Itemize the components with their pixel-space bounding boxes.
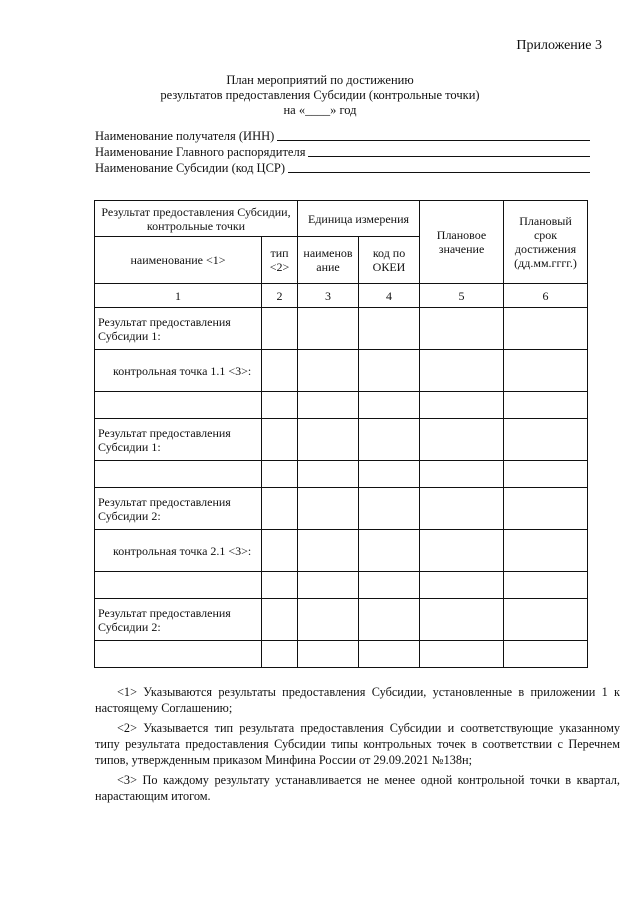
table-row <box>95 488 588 530</box>
table-cell[interactable] <box>298 392 359 419</box>
table-row <box>95 350 588 392</box>
table-cell[interactable] <box>359 461 420 488</box>
table-cell[interactable] <box>504 392 588 419</box>
table-row <box>95 530 588 572</box>
table-cell[interactable] <box>359 392 420 419</box>
table-cell[interactable] <box>420 488 504 530</box>
table-cell[interactable] <box>262 572 298 599</box>
table-cell[interactable] <box>359 419 420 461</box>
table-cell[interactable] <box>504 419 588 461</box>
recipient-line <box>277 140 590 141</box>
table-row <box>95 308 588 350</box>
table-cell[interactable] <box>420 461 504 488</box>
row-label: Результат предоставления Субсидии 1: <box>95 419 262 461</box>
table-cell[interactable] <box>262 488 298 530</box>
table-row <box>95 461 588 488</box>
table-cell[interactable] <box>420 350 504 392</box>
table-cell[interactable] <box>504 350 588 392</box>
table-cell[interactable] <box>504 530 588 572</box>
table-cell[interactable] <box>504 308 588 350</box>
table-cell[interactable] <box>420 530 504 572</box>
header-fields <box>95 128 590 176</box>
table-row <box>95 419 588 461</box>
table-cell[interactable] <box>359 350 420 392</box>
header-result: Результат предоставления Субсидии, контрольные точки <box>95 201 298 237</box>
recipient-label: Наименование получателя (ИНН) <box>95 129 275 143</box>
row-label <box>95 641 262 668</box>
row-label: контрольная точка 1.1 <3>: <box>95 350 262 392</box>
table-cell[interactable] <box>359 641 420 668</box>
row-label <box>95 392 262 419</box>
col-num: 3 <box>298 284 359 308</box>
table-cell[interactable] <box>359 308 420 350</box>
recipient-field <box>95 128 590 144</box>
table-cell[interactable] <box>262 599 298 641</box>
manager-line <box>308 156 590 157</box>
table-cell[interactable] <box>298 461 359 488</box>
footnote-3: <3> По каждому результату устанавливается не менее одной контрольной точки в квартал, нарастающим итогом. <box>95 773 620 803</box>
table-cell[interactable] <box>298 488 359 530</box>
table-cell[interactable] <box>359 530 420 572</box>
table-cell[interactable] <box>504 599 588 641</box>
table-cell[interactable] <box>262 641 298 668</box>
row-label: Результат предоставления Субсидии 2: <box>95 488 262 530</box>
table-cell[interactable] <box>504 461 588 488</box>
subsidy-line <box>288 172 590 173</box>
row-label: Результат предоставления Субсидии 2: <box>95 599 262 641</box>
table-row <box>95 392 588 419</box>
table-cell[interactable] <box>298 599 359 641</box>
title-line-1: План мероприятий по достижению <box>226 73 414 87</box>
plan-table <box>94 200 588 668</box>
manager-label: Наименование Главного распорядителя <box>95 145 306 159</box>
row-label: Результат предоставления Субсидии 1: <box>95 308 262 350</box>
header-type: тип <2> <box>262 237 298 284</box>
appendix-label: Приложение 3 <box>516 38 602 53</box>
table-row <box>95 641 588 668</box>
row-label <box>95 461 262 488</box>
table-row <box>95 599 588 641</box>
table-cell[interactable] <box>262 392 298 419</box>
manager-field <box>95 144 590 160</box>
table-cell[interactable] <box>420 572 504 599</box>
footnote-2: <2> Указывается тип результата предоставления Субсидии и соответствующие указанному типу результата предоставления Субсидии типы контрольных точек в соответствии с Перечнем типов, утвержденным приказом Минфина России от 29.09.2021 №138н; <box>95 721 620 767</box>
table-cell[interactable] <box>359 488 420 530</box>
table-cell[interactable] <box>359 599 420 641</box>
table-cell[interactable] <box>420 392 504 419</box>
table-cell[interactable] <box>420 419 504 461</box>
header-plan-date: Плановый срок достижения (дд.мм.гггг.) <box>504 201 588 284</box>
table-cell[interactable] <box>262 308 298 350</box>
table-cell[interactable] <box>504 641 588 668</box>
table-cell[interactable] <box>504 488 588 530</box>
title-line-2: результатов предоставления Субсидии (контрольные точки) <box>160 88 480 102</box>
table-cell[interactable] <box>262 350 298 392</box>
col-num: 1 <box>95 284 262 308</box>
table-cell[interactable] <box>420 308 504 350</box>
document-title <box>0 73 640 118</box>
table-cell[interactable] <box>420 641 504 668</box>
subsidy-field <box>95 160 590 176</box>
header-unit-name: наименов ание <box>298 237 359 284</box>
col-num: 5 <box>420 284 504 308</box>
row-label: контрольная точка 2.1 <3>: <box>95 530 262 572</box>
table-cell[interactable] <box>298 572 359 599</box>
table-cell[interactable] <box>298 530 359 572</box>
footnotes <box>95 684 620 808</box>
title-line-3: на «____» год <box>283 103 357 117</box>
col-num: 6 <box>504 284 588 308</box>
table-cell[interactable] <box>262 461 298 488</box>
table-cell[interactable] <box>298 308 359 350</box>
table-cell[interactable] <box>504 572 588 599</box>
column-number-row <box>95 284 588 308</box>
header-okei: код по ОКЕИ <box>359 237 420 284</box>
header-plan-value: Плановое значение <box>420 201 504 284</box>
row-label <box>95 572 262 599</box>
table-cell[interactable] <box>298 641 359 668</box>
table-cell[interactable] <box>298 350 359 392</box>
table-cell[interactable] <box>298 419 359 461</box>
col-num: 4 <box>359 284 420 308</box>
table-cell[interactable] <box>420 599 504 641</box>
header-unit: Единица измерения <box>298 201 420 237</box>
header-name: наименование <1> <box>95 237 262 284</box>
table-cell[interactable] <box>262 530 298 572</box>
subsidy-label: Наименование Субсидии (код ЦСР) <box>95 161 286 175</box>
footnote-1: <1> Указываются результаты предоставления Субсидии, установленные в приложении 1 к настоящему Соглашению; <box>95 685 620 715</box>
header-row-1 <box>95 201 588 237</box>
col-num: 2 <box>262 284 298 308</box>
table-cell[interactable] <box>262 419 298 461</box>
table-cell[interactable] <box>359 572 420 599</box>
table-row <box>95 572 588 599</box>
